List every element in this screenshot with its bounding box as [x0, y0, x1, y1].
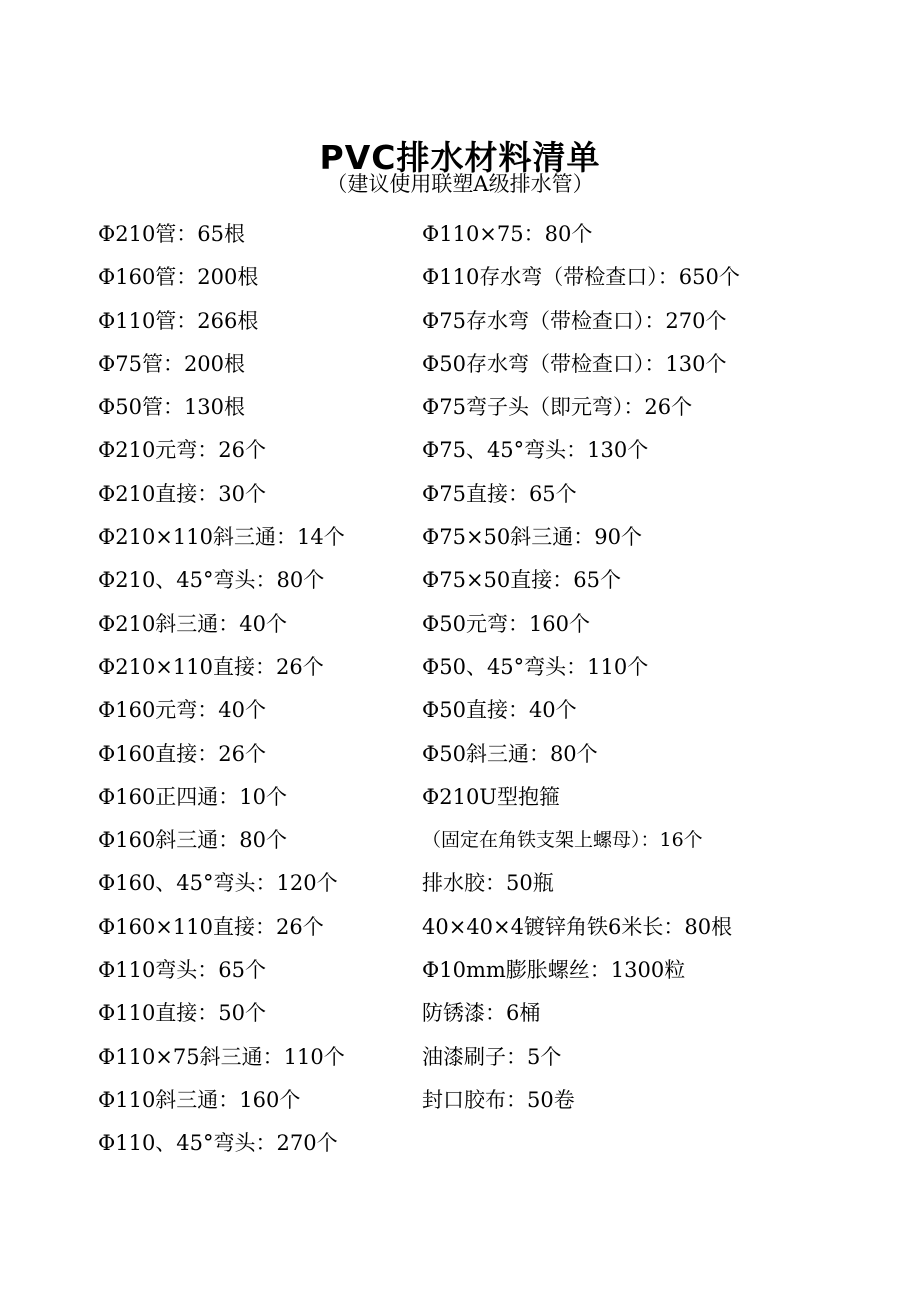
list-item: Φ75×50直接：65个	[422, 568, 621, 593]
list-item: Φ110×75：80个	[422, 222, 593, 246]
list-item: Φ10mm膨胀螺丝：1300粒	[422, 958, 686, 983]
list-item: Φ110直接：50个	[98, 1001, 267, 1026]
left-material-list	[98, 213, 418, 1166]
list-item: Φ75直接：65个	[422, 481, 577, 506]
list-item: Φ110斜三通：160个	[98, 1087, 301, 1112]
list-item-note: （固定在角铁支架上螺母）：16个	[422, 829, 703, 852]
list-item: Φ210×110直接：26个	[98, 654, 324, 679]
list-item: Φ75管：200根	[98, 351, 246, 376]
list-item: Φ160斜三通：80个	[98, 828, 288, 853]
list-item: Φ75×50斜三通：90个	[422, 525, 642, 550]
list-item: Φ110存水弯（带检查口）：650个	[422, 265, 740, 290]
list-item: Φ50斜三通：80个	[422, 741, 598, 766]
list-item: 40×40×4镀锌角铁6米长：80根	[422, 914, 733, 939]
list-item: Φ50元弯：160个	[422, 611, 591, 636]
list-item: Φ210直接：30个	[98, 481, 267, 506]
list-item: Φ110弯头：65个	[98, 958, 267, 983]
list-item: Φ160、45°弯头：120个	[98, 871, 338, 896]
list-item: Φ210管：65根	[98, 222, 246, 246]
page-subtitle: （建议使用联塑A级排水管）	[326, 172, 594, 196]
list-item: Φ50直接：40个	[422, 698, 577, 723]
list-item: 防锈漆：6桶	[422, 1001, 541, 1026]
list-item: Φ210斜三通：40个	[98, 611, 288, 636]
page-title: PVC排水材料清单	[319, 138, 601, 178]
right-material-list	[422, 213, 842, 1122]
list-item: Φ210元弯：26个	[98, 438, 267, 463]
list-item: Φ50、45°弯头：110个	[422, 654, 649, 679]
list-item: Φ75弯子头（即元弯）：26个	[422, 395, 693, 420]
list-item: Φ110×75斜三通：110个	[98, 1044, 345, 1069]
list-item: Φ210×110斜三通：14个	[98, 525, 345, 550]
list-item: Φ50管：130根	[98, 395, 246, 420]
list-item: Φ75存水弯（带检查口）：270个	[422, 308, 727, 333]
list-item: Φ160×110直接：26个	[98, 914, 324, 939]
list-item: Φ160管：200根	[98, 265, 259, 290]
list-item: Φ50存水弯（带检查口）：130个	[422, 351, 727, 376]
list-item: Φ160元弯：40个	[98, 698, 267, 723]
list-item: Φ160正四通：10个	[98, 784, 288, 809]
list-item: 油漆刷子：5个	[422, 1044, 562, 1069]
list-item: Φ110管：266根	[98, 308, 259, 333]
list-item: 封口胶布：50卷	[422, 1087, 575, 1112]
list-item: Φ210U型抱箍	[422, 784, 560, 809]
list-item: Φ160直接：26个	[98, 741, 267, 766]
list-item: Φ210、45°弯头：80个	[98, 568, 325, 593]
list-item: 排水胶：50瓶	[422, 871, 554, 896]
list-item: Φ110、45°弯头：270个	[98, 1131, 338, 1156]
list-item: Φ75、45°弯头：130个	[422, 438, 649, 463]
